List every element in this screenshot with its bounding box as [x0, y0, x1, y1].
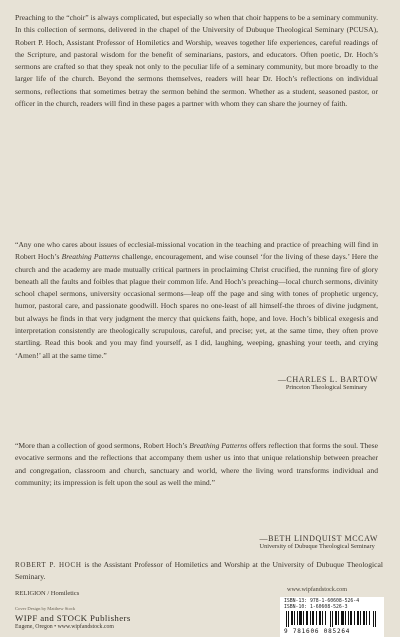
- endorsement-quote-2: [15, 440, 378, 489]
- author-bio-text: is the Assistant Professor of Homiletics and Worship at the University of Dubuque Theological Seminary.: [15, 560, 383, 581]
- endorser-name: —BETH LINDQUIST MCCAW: [259, 534, 378, 543]
- cover-credit: Cover Design by Matthew Stock: [15, 606, 76, 611]
- book-description: Preaching to the “choir” is always complicated, but especially so when that choir happens to be a seminary community. In this collection of sermons, delivered in the chapel of the University of Dubuque Theological Seminary (PCUSA), Robert P. Hoch, Assistant Professor of Homiletics and Worship, weaves together life experiences, careful readings of the Scripture, and pastoral wisdom for the benefit of seminarians, pastors, and educators. Often poetic, Dr. Hoch’s sermons are crafted so that they speak not only to the peculiar life of a seminary community, but more broadly to the larger life of the church. Beyond the sermons themselves, readers will hear Dr. Hoch’s reflections on individual sermons, reflections that sometimes betray the sermon behind the sermon. Whether as a student, seasoned pastor, or officer in the church, readers will find in these pages a partner with whom they can share the journey of faith.: [15, 13, 378, 109]
- barcode-number: 9 781606 085264: [284, 628, 351, 635]
- endorsement-attribution-2: [260, 534, 378, 550]
- publisher-website: www.wipfandstock.com: [287, 586, 348, 593]
- endorser-affiliation: Princeton Theological Seminary: [285, 384, 368, 391]
- isbn-13: ISBN-13: 978-1-60608-526-4: [284, 599, 360, 604]
- endorsement-quote-1: [15, 239, 378, 362]
- author-bio: [15, 559, 383, 583]
- isbn-10: ISBN-10: 1-60608-526-3: [284, 605, 348, 610]
- endorsement-attribution-1: [278, 375, 378, 391]
- publisher-name: WIPF and STOCK Publishers: [15, 613, 131, 623]
- endorser-name: —CHARLES L. BARTOW: [277, 375, 378, 384]
- book-title: Breathing Patterns: [189, 441, 248, 450]
- quote-text: “More than a collection of good sermons, Robert Hoch’s: [15, 441, 190, 450]
- quote-text: offers reflection that forms the soul. These evocative sermons and the reflections that accompany them usher us into that unique relationship between preacher and congregation, classroom and church, sanctuary and world, where the living word transforms individual and community; its impression is felt upon the soul as well the mind.”: [15, 441, 378, 487]
- quote-text: “Any one who cares about issues of ecclesial-missional vocation in the teaching and practice of preaching will find in Robert Hoch’s: [15, 240, 378, 262]
- author-name: ROBERT P. HOCH: [15, 561, 82, 569]
- publisher-address: Eugene, Oregon • www.wipfandstock.com: [15, 624, 114, 630]
- barcode-icon: [286, 611, 378, 627]
- quote-text: challenge, encouragement, and wise counsel ‘for the living of these days.’ Here the church and the academy are made mutually critical partners in proclaiming Christ crucified, the running fire of glory beneath all the faults and foibles that plague their common life. And Hoch’s preaching—local church sermons, divinity school chapel sermons, university occasional sermons—leap off the page and sing with tones of prophetic urgency, humor, pastoral care, and passionate goodwill. Hoch spares no one-least of all himself-the throes of divine judgment, but always he finds in that very judgment the mercy that quickens faith, hope, and love. Hoch’s biblical exegesis and interpretation consistently are theologically scrupulous, careful, and precise; yet, at the same time, they often prove startling. Read this book and you may find yourself, as I did, laughing, weeping, gnashing your teeth, and crying ‘Amen!’ all at the same time.”: [15, 252, 378, 360]
- endorser-affiliation: University of Dubuque Theological Seminary: [259, 543, 375, 550]
- book-category: RELIGION / Homiletics: [15, 590, 80, 597]
- book-title: Breathing Patterns: [61, 252, 120, 262]
